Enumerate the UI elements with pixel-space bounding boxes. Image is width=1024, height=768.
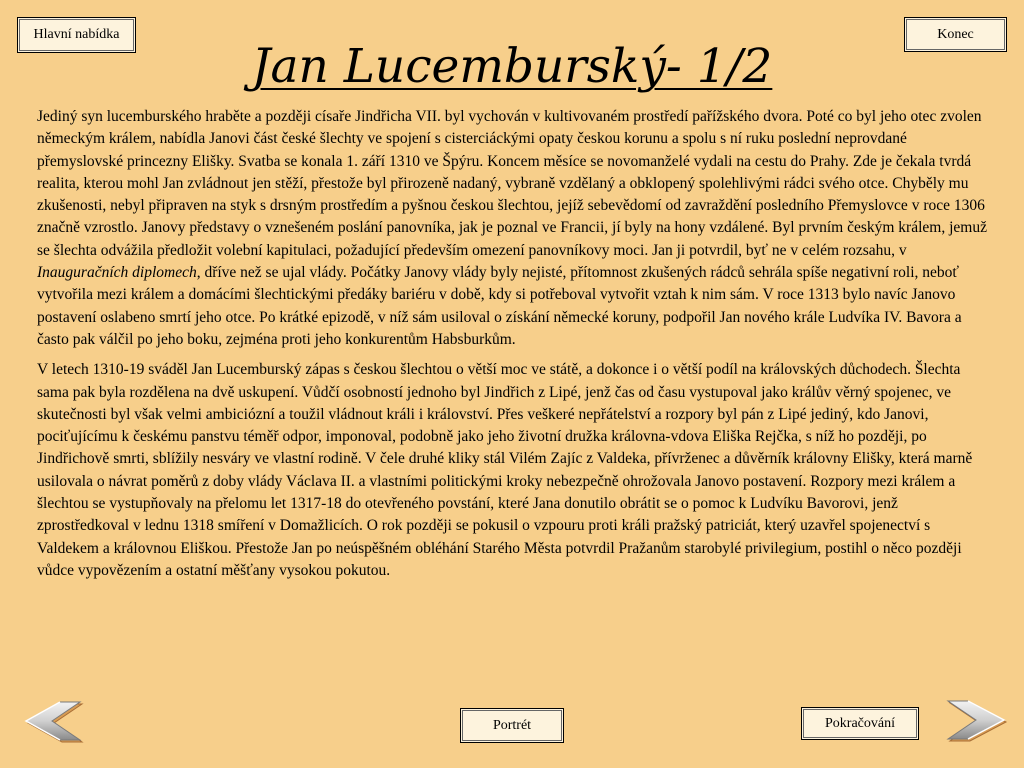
back-arrow-icon[interactable]: [22, 698, 84, 749]
paragraph-1-text-b: , dříve než se ujal vlády. Počátky Janovy vlády byly nejisté, přítomnost zkušených rádců sehrála spíše negativní roli, neboť vytvořila mezi králem a domácími šlechtickými předáky bariéru v době, kdy si potřeboval vytvořit vztah k nim sám. V roce 1313 bylo navíc Janovo postavení oslabeno smrtí jeho otce. Po krátké epizodě, v níž sám usiloval o získání německé koruny, podpořil Jan nového krále Ludvíka IV. Bavora a často pak válčil po jeho boku, zejména proti jeho konkurentům Habsburkům.: [37, 264, 962, 348]
forward-arrow-icon[interactable]: [944, 697, 1010, 748]
article-body: [37, 106, 987, 590]
main-menu-button[interactable]: Hlavní nabídka: [17, 17, 136, 53]
end-button[interactable]: Konec: [904, 17, 1007, 52]
paragraph-1-text-a: Jediný syn lucemburského hraběte a později císaře Jindřicha VII. byl vychován v kultivovaném prostředí pařížského dvora. Poté co byl jeho otec zvolen německým králem, nabídla Janovi část české šlechty ve spojení s cisterciáckými opaty českou korunu a spolu s ní ruku poslední neprovdané přemyslovské princezny Elišky. Svatba se konala 1. září 1310 ve Špýru. Koncem měsíce se novomanželé vydali na cestu do Prahy. Zde je čekala tvrdá realita, kterou mohl Jan zvládnout jen stěží, přestože byl přirozeně nadaný, vybraně vzdělaný a obklopený spolehlivými rádci svého otce. Chyběly mu zkušenosti, nebyl připraven na styk s drsným prostředím a pyšnou českou šlechtou, jejíž sebevědomí od zavraždění posledního Přemyslovce v roce 1306 značně vzrostlo. Janovy představy o vznešeném poslání panovníka, jak je poznal ve Francii, jí byly na hony vzdálené. Byl prvním českým králem, jemuž se šlechta odvážila předložit volební kapitulaci, požadující především omezení panovníkovy moci. Jan ji potvrdil, byť ne v celém rozsahu, v: [37, 108, 987, 259]
page-title: Jan Lucemburský- 1/2: [251, 39, 773, 94]
paragraph-1-italic-text: Inauguračních diplomech: [37, 264, 197, 282]
continue-button[interactable]: Pokračování: [801, 707, 919, 740]
paragraph-2: V letech 1310-19 sváděl Jan Lucemburský zápas s českou šlechtou o větší moc ve státě, a dokonce i o větší podíl na královských důchodech. Šlechta sama pak byla rozdělena na dvě uskupení. Vůdčí osobností jednoho byl Jindřich z Lipé, jenž čas od času vystupoval jako králův věrný spojenec, ve skutečnosti byl však velmi ambiciózní a toužil vládnout králi i království. Přes veškeré nepřátelství a rozpory byl pán z Lipé jediný, kdo Janovi, pociťujícímu k českému panstvu téměř odpor, imponoval, podobně jako jeho životní družka královna-vdova Eliška Rejčka, s níž ho později, po Jindřichově smrti, sblížily nesváry ve vlastní rodině. V čele druhé kliky stál Vilém Zajíc z Valdeka, přívrženec a důvěrník královny Elišky, která marně usilovala o návrat poměrů z doby vlády Václava II. a vlastními politickými kroky nebezpečně ohrožovala Janovo postavení. Rozpory mezi králem a šlechtou se vystupňovaly na přelomu let 1317-18 do otevřeného povstání, které Jana donutilo obrátit se o pomoc k Ludvíku Bavorovi, jenž zprostředkoval v lednu 1318 smíření v Domažlicích. O rok později se pokusil o vzpouru proti králi pražský patriciát, který uzavřel spojenectví s Valdekem a královnou Eliškou. Přestože Jan po neúspěšném obléhání Starého Města potvrdil Pražanům starobylé privilegium, postihl o něco později vůdce vypovězením a ostatní měšťany vysokou pokutou.: [37, 361, 973, 579]
paragraph-1: [37, 106, 987, 351]
portrait-button[interactable]: Portrét: [460, 708, 564, 743]
